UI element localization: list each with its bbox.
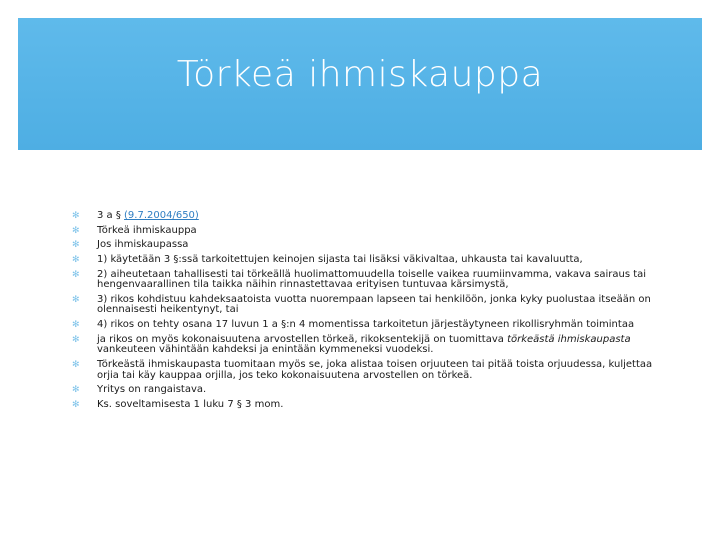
bullet-list [72,211,672,410]
list-item [72,270,672,291]
slide-content [72,211,672,415]
list-item-text: Jos ihmiskaupassa [97,239,189,251]
list-item-text: 4) rikos on tehty osana 17 luvun 1 a §:n 4 momentissa tarkoitetun järjestäytyneen rikollisryhmän toimintaa [97,319,635,331]
list-item-text: Törkeästä ihmiskaupasta tuomitaan myös se, joka alistaa toisen orjuuteen tai pitää toista orjuudessa, kuljettaa orjia tai käy kauppaa orjilla, jos teko kokonaisuutena arvostellen on törkeä. [97,359,653,381]
law-reference-link[interactable]: (9.7.2004/650) [124,210,199,221]
list-item-text: Ks. soveltamisesta 1 luku 7 § 3 mom. [97,398,284,410]
asterisk-bullet-icon: ✻ [72,211,80,221]
list-item-text: 1) käytetään 3 §:ssä tarkoitettujen keinojen sijasta tai lisäksi väkivaltaa, uhkausta tai kavaluutta, [97,254,583,266]
list-item [72,240,672,251]
asterisk-bullet-icon: ✻ [72,320,80,331]
slide-title: Törkeä ihmiskauppa [176,54,544,95]
list-item [72,335,672,356]
asterisk-bullet-icon: ✻ [72,225,80,236]
list-item-text: vankeuteen vähintään kahdeksi ja enintään kymmeneksi vuodeksi. [97,344,434,356]
asterisk-bullet-icon: ✻ [72,334,80,345]
asterisk-bullet-icon: ✻ [72,294,80,305]
list-item [72,226,672,237]
asterisk-bullet-icon: ✻ [72,399,80,410]
asterisk-bullet-icon: ✻ [72,255,80,266]
section-heading: Törkeä ihmiskauppa [97,224,197,236]
list-item [72,255,672,266]
asterisk-bullet-icon: ✻ [72,385,80,396]
list-item [72,360,672,381]
asterisk-bullet-icon: ✻ [72,240,80,251]
list-item [72,400,672,411]
title-band [18,18,702,150]
list-item [72,295,672,316]
list-item-text: 2) aiheutetaan tahallisesti tai törkeällä huolimattomuudella toiselle vaikea ruumiinvamma, vakava sairaus tai hengenvaarallinen tila taikka näihin rinnastettavaa erityisen tuntuvaa kärsimystä, [97,268,647,291]
list-item [72,211,672,222]
list-item [72,320,672,331]
section-number: 3 a § [97,210,125,221]
list-item-text: ja rikos on myös kokonaisuutena arvostellen törkeä, rikoksentekijä on tuomittava [97,333,508,345]
offense-name: törkeästä ihmiskaupasta [507,333,631,345]
list-item-text: 3) rikos kohdistuu kahdeksaatoista vuotta nuorempaan lapseen tai henkilöön, jonka kyky puolustaa itseään on olennaisesti heikentynyt, tai [97,293,651,316]
list-item-text: Yritys on rangaistava. [97,384,207,396]
asterisk-bullet-icon: ✻ [72,360,80,370]
asterisk-bullet-icon: ✻ [72,269,80,280]
list-item [72,385,672,396]
